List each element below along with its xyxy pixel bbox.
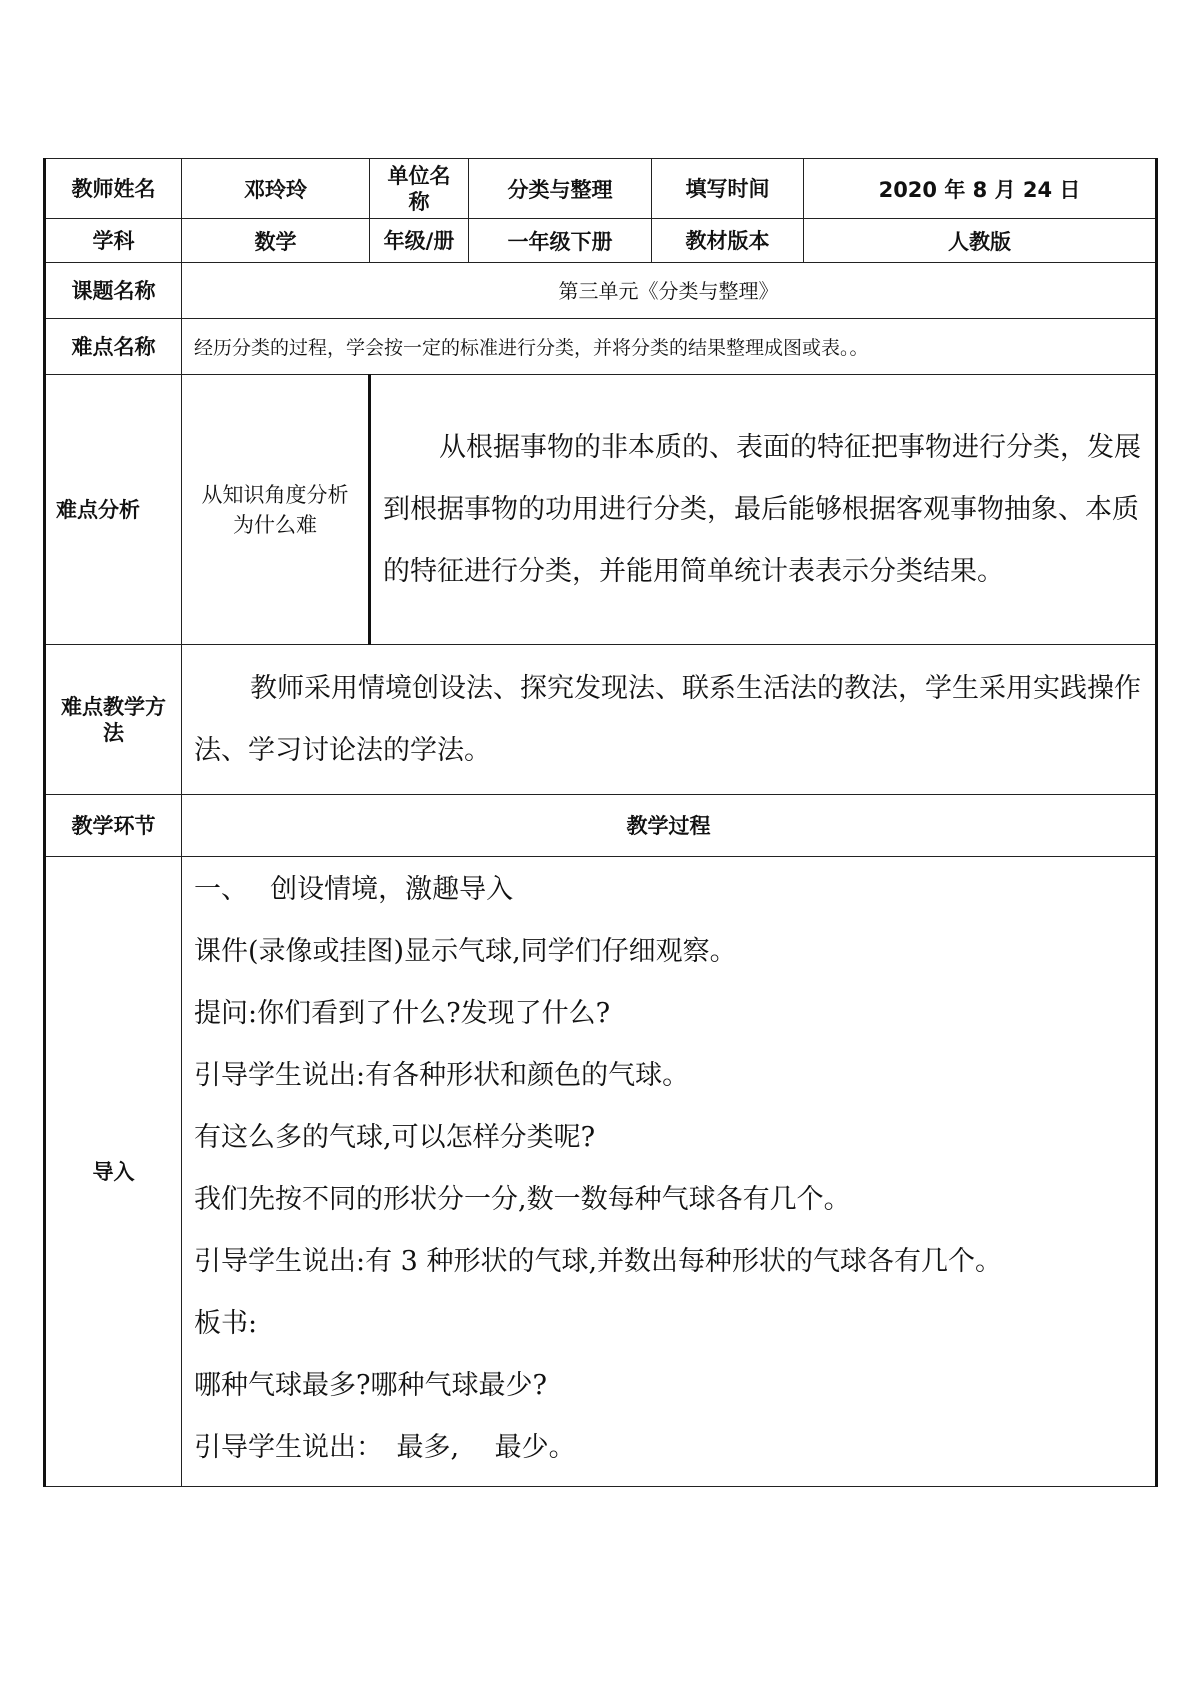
stage-label: 教学环节: [45, 795, 182, 857]
teacher-name: 邓玲玲: [182, 159, 370, 219]
header-row-2: [45, 219, 1157, 263]
intro-line: 课件(录像或挂图)显示气球,同学们仔细观察。: [194, 936, 737, 967]
date-label: 填写时间: [652, 159, 804, 219]
difficulty-label: 难点名称: [45, 319, 182, 375]
process-label: 教学过程: [182, 795, 1157, 857]
subject-value: 数学: [182, 219, 370, 263]
intro-line: 引导学生说出： 最多, 最少。: [194, 1432, 576, 1463]
analysis-sub-label: 从知识角度分析为什么难: [182, 375, 370, 645]
method-text: 教师采用情境创设法、探究发现法、联系生活法的教法，学生采用实践操作法、学习讨论法的学法。: [182, 645, 1157, 795]
intro-line: 有这么多的气球,可以怎样分类呢?: [194, 1122, 596, 1153]
analysis-label: 难点分析: [45, 375, 182, 645]
intro-line: 引导学生说出:有 3 种形状的气球,并数出每种形状的气球各有几个。: [194, 1246, 1003, 1277]
header-row-1: [45, 159, 1157, 219]
topic-label: 课题名称: [45, 263, 182, 319]
intro-line: 引导学生说出:有各种形状和颜色的气球。: [194, 1060, 690, 1091]
intro-content: [182, 857, 1157, 1487]
teacher-label: 教师姓名: [45, 159, 182, 219]
grade-value: 一年级下册: [469, 219, 652, 263]
subject-label: 学科: [45, 219, 182, 263]
grade-label: 年级/册: [370, 219, 469, 263]
difficulty-value: 经历分类的过程，学会按一定的标准进行分类，并将分类的结果整理成图或表。。: [182, 319, 1157, 375]
unit-label: 单位名称: [370, 159, 469, 219]
topic-row: [45, 263, 1157, 319]
intro-line: 一、 创设情境，激趣导入: [194, 874, 514, 905]
intro-row: [45, 857, 1157, 1487]
date-value: 2020 年 8 月 24 日: [804, 159, 1157, 219]
edition-label: 教材版本: [652, 219, 804, 263]
intro-line: 提问:你们看到了什么?发现了什么?: [194, 998, 611, 1029]
unit-value: 分类与整理: [469, 159, 652, 219]
intro-line: 哪种气球最多?哪种气球最少?: [194, 1370, 547, 1401]
intro-line: 板书:: [194, 1308, 258, 1339]
intro-label: 导入: [45, 857, 182, 1487]
analysis-text: 从根据事物的非本质的、表面的特征把事物进行分类，发展到根据事物的功用进行分类，最后能够根据客观事物抽象、本质的特征进行分类，并能用简单统计表表示分类结果。: [370, 375, 1157, 645]
method-row: [45, 645, 1157, 795]
difficulty-row: [45, 319, 1157, 375]
lesson-plan-table: [43, 158, 1158, 1487]
analysis-row: [45, 375, 1157, 645]
edition-value: 人教版: [804, 219, 1157, 263]
intro-line: 我们先按不同的形状分一分,数一数每种气球各有几个。: [194, 1184, 851, 1215]
process-header-row: [45, 795, 1157, 857]
topic-value: 第三单元《分类与整理》: [182, 263, 1157, 319]
method-label: 难点教学方法: [45, 645, 182, 795]
